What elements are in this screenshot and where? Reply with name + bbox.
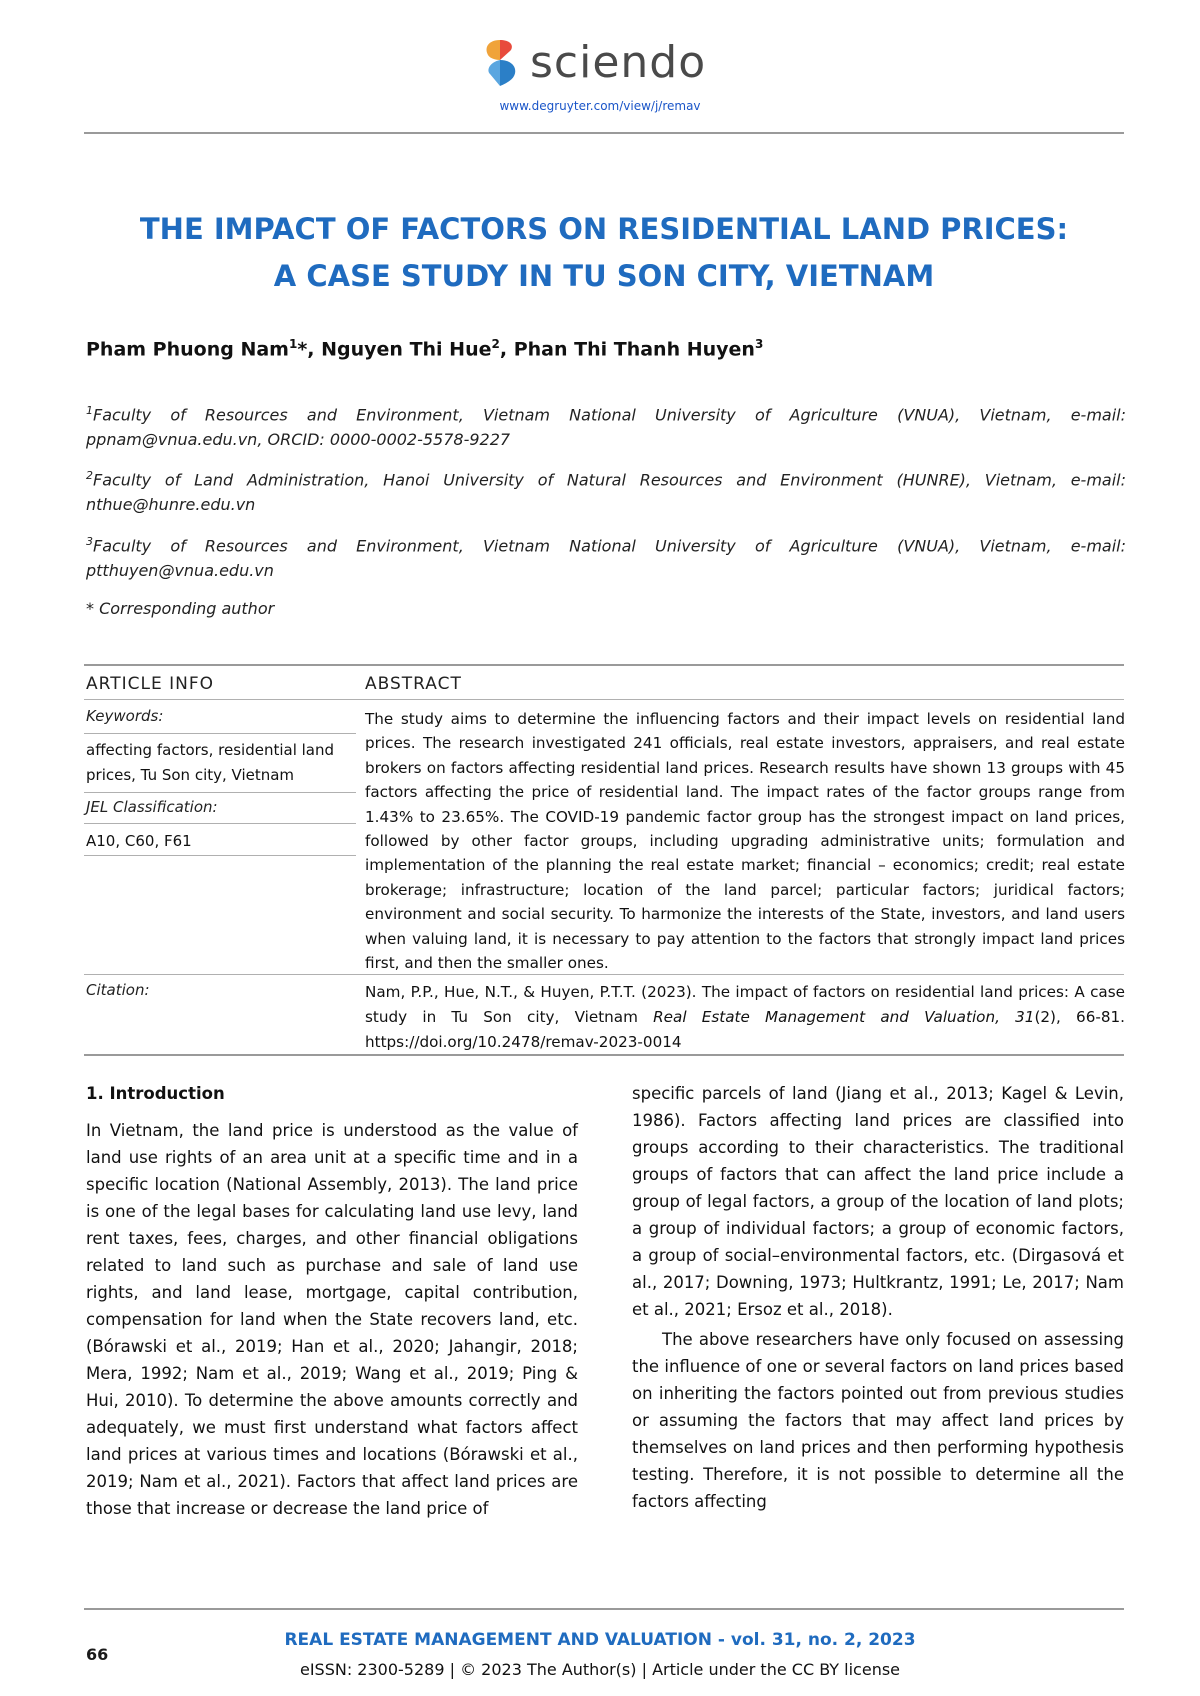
keywords-bottom-rule <box>84 792 356 793</box>
left-paragraph-1: In Vietnam, the land price is understood as the value of land use rights of an area unit at a specific time and in a specific location (National Assembly, 2013). The land price is one of the legal bases for calculating land use levy, land rent taxes, fees, charges, and other financial obligations related to land such as purchase and sale of land use rights, and land lease, mortgage, capital contribution, compensation for land when the State recovers land, etc. (Bórawski et al., 2019; Han et al., 2020; Jahangir, 2018; Mera, 1992; Nam et al., 2019; Wang et al., 2019; Ping & Hui, 2010). To determine the above amounts correctly and adequately, we must first understand what factors affect land prices at various times and locations (Bórawski et al., 2019; Nam et al., 2021). Factors that affect land prices are those that increase or decrease the land price of <box>86 1121 578 1518</box>
journal-url-link[interactable]: www.degruyter.com/view/j/remav <box>499 99 701 113</box>
body-right-column <box>632 1080 1124 1515</box>
citation-top-rule <box>84 974 1124 975</box>
keywords-label: Keywords: <box>86 707 164 725</box>
header-divider <box>84 132 1124 134</box>
affiliation-2 <box>86 463 1126 517</box>
author-2-affil: 2 <box>491 337 500 351</box>
keywords-rule <box>84 733 356 734</box>
jel-rule <box>84 823 356 824</box>
affiliation-3-num: 3 <box>86 535 93 548</box>
affiliation-2-num: 2 <box>86 469 93 482</box>
affiliation-1-text: Faculty of Resources and Environment, Vietnam National University of Agriculture (VNUA), Vietnam, e-mail: ppnam@vnua.edu.vn, ORCID: 0000-0002-5578-9227 <box>86 405 1126 450</box>
affiliation-1-num: 1 <box>86 404 93 417</box>
footer-journal-line: REAL ESTATE MANAGEMENT AND VALUATION - vol. 31, no. 2, 2023 <box>284 1630 916 1650</box>
jel-value: A10, C60, F61 <box>86 832 192 850</box>
author-1-affil: 1 <box>288 337 298 351</box>
citation-authors-title: Nam, P.P., Hue, N.T., & Huyen, P.T.T. (2023). The impact of factors on residential land prices: A case study in Tu Son city, Vietnam <box>365 983 1125 1026</box>
title-line-2: A CASE STUDY IN TU SON CITY, VIETNAM <box>273 259 935 293</box>
affiliation-1 <box>86 398 1126 452</box>
right-paragraph-1: specific parcels of land (Jiang et al., 2013; Kagel & Levin, 1986). Factors affecting land prices are classified into groups according to their characteristics. The traditional groups of factors that can affect the land price include a group of legal factors, a group of the location of land plots; a group of individual factors; a group of economic factors, a group of social–environmental factors, etc. (Dirgasová et al., 2017; Downing, 1973; Hultkrantz, 1991; Le, 2017; Nam et al., 2021; Ersoz et al., 2018). <box>632 1084 1124 1319</box>
author-3-affil: 3 <box>754 337 764 351</box>
author-2: Nguyen Thi Hue <box>321 338 492 361</box>
citation-bottom-rule <box>84 1054 1124 1056</box>
title-line-1: THE IMPACT OF FACTORS ON RESIDENTIAL LAND PRICES: <box>139 212 1069 246</box>
footer-license-line: eISSN: 2300-5289 | © 2023 The Author(s) | Article under the CC BY license <box>299 1660 901 1679</box>
affiliation-3-text: Faculty of Resources and Environment, Vietnam National University of Agriculture (VNUA), Vietnam, e-mail: ptthuyen@vnua.edu.vn <box>86 536 1126 581</box>
info-head-rule <box>84 699 1124 700</box>
jel-value-wrap <box>86 829 352 854</box>
jel-label-wrap <box>86 798 352 816</box>
body-left-column <box>86 1117 578 1522</box>
author-separator: , <box>499 338 514 361</box>
keywords-value-wrap <box>86 738 352 788</box>
section-heading: 1. Introduction <box>86 1084 225 1103</box>
logo-text: sciendo <box>530 37 707 88</box>
abstract-heading: ABSTRACT <box>365 674 462 694</box>
sciendo-logo-icon <box>480 38 520 88</box>
info-top-rule <box>84 664 1124 666</box>
sciendo-logo <box>480 38 706 88</box>
right-paragraph-2: The above researchers have only focused on assessing the influence of one or several factors on land prices based on inheriting the factors pointed out from previous studies or assuming the factors that may affect land prices by themselves on land prices and then performing hypothesis testing. Therefore, it is not possible to determine all the factors affecting <box>632 1330 1124 1511</box>
affiliation-2-text: Faculty of Land Administration, Hanoi University of Natural Resources and Environment (HUNRE), Vietnam, e-mail: nthue@hunre.edu.vn <box>86 470 1126 515</box>
citation-journal: Real Estate Management and Valuation, 31 <box>653 1008 1035 1026</box>
citation-text <box>365 980 1125 1055</box>
jel-label: JEL Classification: <box>86 798 218 816</box>
keywords-value: affecting factors, residential land prices, Tu Son city, Vietnam <box>86 741 335 784</box>
citation-label: Citation: <box>86 981 150 999</box>
author-1: Pham Phuong Nam <box>86 338 289 361</box>
author-list <box>86 337 763 360</box>
author-3: Phan Thi Thanh Huyen <box>513 338 755 361</box>
page-number: 66 <box>86 1645 109 1664</box>
keywords-label-wrap <box>86 707 352 725</box>
jel-bottom-rule <box>84 855 356 856</box>
citation-label-wrap <box>86 981 352 999</box>
corresponding-author-note: * Corresponding author <box>86 599 275 618</box>
affiliation-3 <box>86 529 1126 583</box>
abstract-text: The study aims to determine the influencing factors and their impact levels on residential land prices. The research investigated 241 officials, real estate investors, appraisers, and real estate brokers on factors affecting residential land prices. Research results have shown 13 groups with 45 factors affecting the price of residential land. The impact rates of the factor groups range from 1.43% to 23.65%. The COVID-19 pandemic factor group has the strongest impact on land prices, followed by other factor groups, including upgrading administrative units; formulation and implementation of the planning the real estate market; financial – economics; credit; real estate brokerage; infrastructure; location of the land parcel; particular factors; juridical factors; environment and social security. To harmonize the interests of the State, investors, and land users when valuing land, it is necessary to pay attention to the factors that strongly impact land prices first, and then the smaller ones. <box>365 710 1125 973</box>
corresponding-mark: *, <box>297 338 322 361</box>
citation-issue-doi[interactable]: (2), 66-81. https://doi.org/10.2478/remav-2023-0014 <box>365 1008 1125 1051</box>
paper-title <box>84 206 1124 300</box>
footer-divider <box>84 1608 1124 1610</box>
article-info-heading: ARTICLE INFO <box>86 674 214 694</box>
